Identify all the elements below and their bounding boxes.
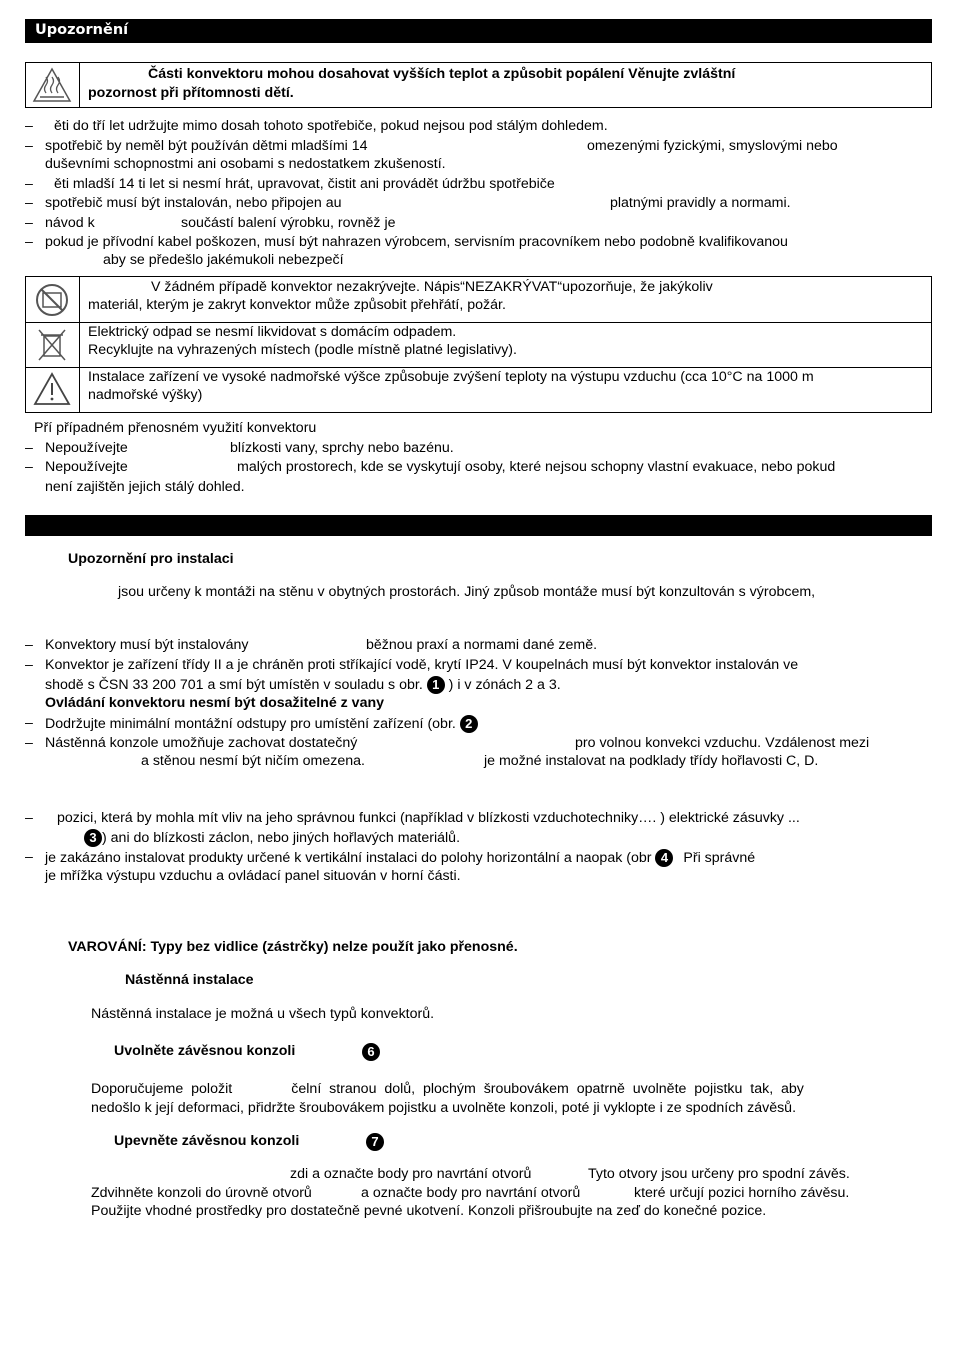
bullet-children-under-3: ěti do tří let udržujte mimo dosah tohoto spotřebiče, pokud nejsou pod stálým dohledem. [54, 118, 608, 134]
portable-bullet-1b: blízkosti vany, sprchy nebo bazénu. [230, 440, 454, 456]
wall-install-text: Nástěnná instalace je možná u všech typů konvektorů. [91, 1006, 435, 1022]
figure-4-marker: 4 [655, 849, 673, 867]
altitude-icon-cell [26, 367, 80, 412]
install-bullet-3 [45, 715, 478, 733]
bullet-dash: – [25, 637, 33, 653]
install-bullet-4d: je možné instalovat na podklady třídy hořlavosti C, D. [484, 753, 819, 769]
release-bracket-heading: Uvolněte závěsnou konzoli [114, 1043, 296, 1059]
bullet-manual: návod k [45, 215, 95, 231]
altitude-text-2: nadmořské výšky) [88, 387, 203, 403]
bullet-dash: – [25, 810, 33, 826]
bullet-dash: – [25, 138, 33, 154]
bullet-children-under-14: spotřebič by neměl být používán dětmi mladšími 14 [45, 138, 368, 154]
fix-text-1a: zdi a označte body pro navrtání otvorů [290, 1166, 532, 1182]
install-intro: jsou určeny k montáži na stěnu v obytných prostorách. Jiný způsob montáže musí být konzultován s výrobcem, [118, 584, 816, 600]
figure-7-marker: 7 [366, 1133, 384, 1151]
install-bullet-2b-text: shodě s ČSN 33 200 701 a smí být umístěn v souladu s obr. [45, 676, 423, 693]
install-bullet-6b: Při správné [683, 849, 756, 866]
install-bullet-4c: a stěnou nesmí být ničím omezena. [141, 753, 365, 769]
portable-bullet-1: Nepoužívejte [45, 440, 128, 456]
hot-surface-warning-box [25, 62, 932, 108]
do-not-cover-icon [26, 277, 79, 322]
install-bullet-6c: je mřížka výstupu vzduchu a ovládací panel situován v horní části. [45, 868, 461, 884]
bullet-dash: – [25, 849, 33, 865]
install-heading: Upozornění pro instalaci [68, 551, 234, 567]
no-cover-text-2: materiál, kterým je zakryt konvektor může způsobit přehřátí, požár. [88, 297, 506, 313]
install-bullet-6 [45, 849, 755, 867]
fix-figure-line [366, 1133, 384, 1151]
install-bullet-4b: pro volnou konvekci vzduchu. Vzdálenost mezi [575, 735, 870, 751]
figure-1-marker: 1 [427, 676, 445, 694]
fix-text-2c: které určují pozici horního závěsu. [634, 1185, 850, 1201]
install-bullet-5b-line [84, 829, 460, 847]
bullet-dash: – [25, 735, 33, 751]
release-figure-line [362, 1043, 380, 1061]
bullet-dash: – [25, 234, 33, 250]
hot-surface-icon [26, 63, 78, 107]
install-bullet-4: Nástěnná konzole umožňuje zachovat dostatečný [45, 735, 358, 751]
install-bullet-1: Konvektory musí být instalovány [45, 637, 249, 653]
bullet-dash: – [25, 195, 33, 211]
figure-6-marker: 6 [362, 1043, 380, 1061]
section-header-warning [25, 19, 932, 43]
portable-bullet-2c: není zajištěn jejich stálý dohled. [45, 479, 245, 495]
install-bullet-1b: běžnou praxí a normami dané země. [366, 637, 598, 653]
bullet-dash: – [25, 657, 33, 673]
bullet-cable: pokud je přívodní kabel poškozen, musí být nahrazen výrobcem, servisním pracovníkem nebo podobně kvalifikovanou [45, 234, 788, 250]
bullet-dash: – [25, 118, 33, 134]
fix-text-3: Použijte vhodné prostředky pro dostatečně pevné ukotvení. Konzoli přišroubujte na zeď do konečné pozice. [91, 1203, 767, 1219]
bullet-no-play: ěti mladší 14 ti let si nesmí hrát, upravovat, čistit ani provádět údržbu spotřebiče [54, 176, 555, 192]
table-row [26, 367, 931, 412]
bullet-install-rules: platnými pravidly a normami. [610, 195, 791, 211]
altitude-text: Instalace zařízení ve vysoké nadmořské výšce způsobuje zvýšení teploty na výstupu vzduchu (cca 10°C na 1000 m [88, 369, 814, 385]
install-bullet-2: Konvektor je zařízení třídy II a je chráněn proti stříkající vodě, krytí IP24. V koupelnách musí být konvektor instalován ve [45, 657, 799, 673]
hot-surface-icon-cell [26, 63, 80, 107]
install-bullet-3-text: Dodržujte minimální montážní odstupy pro umístění zařízení (obr. [45, 715, 456, 732]
bullet-dash: – [25, 715, 33, 731]
bullet-mental-abilities: duševními schopnostmi ani osobami s nedostatkem zkušeností. [45, 156, 446, 172]
no-cover-icon-cell [26, 277, 80, 322]
crossed-bin-icon [26, 322, 79, 367]
symbols-table [25, 276, 932, 413]
bullet-dash: – [25, 176, 33, 192]
install-bullet-2-bold: Ovládání konvektoru nesmí být dosažitelné z vany [45, 695, 385, 711]
fix-text-1b: Tyto otvory jsou určeny pro spodní závěs. [588, 1166, 850, 1182]
install-bullet-5b: ) ani do blízkosti záclon, nebo jiných hořlavých materiálů. [102, 829, 461, 846]
bullet-dash: – [25, 459, 33, 475]
hot-surface-text-2: pozornost při přítomnosti dětí. [88, 85, 294, 101]
release-text-1: Doporučujeme položit čelní stranou dolů, plochým šroubovákem opatrně uvolněte pojistku tak, aby [91, 1081, 804, 1097]
fix-text-2a: Zdvihněte konzoli do úrovně otvorů [91, 1185, 312, 1201]
install-bullet-2b [45, 676, 561, 694]
figure-2-marker: 2 [460, 715, 478, 733]
weee-text: Elektrický odpad se nesmí likvidovat s domácím odpadem. [88, 324, 457, 340]
weee-icon-cell [26, 322, 80, 367]
portable-bullet-2: Nepoužívejte [45, 459, 128, 475]
table-row [26, 277, 931, 323]
install-bullet-6-text: je zakázáno instalovat produkty určené k vertikální instalaci do polohy horizontální a naopak (obr [45, 849, 652, 866]
bullet-dash: – [25, 215, 33, 231]
bullet-cable-2: aby se předešlo jakémukoli nebezpečí [103, 252, 344, 268]
weee-text-2: Recyklujte na vyhrazených místech (podle místně platné legislativy). [88, 342, 517, 358]
portable-bullet-2b: malých prostorech, kde se vyskytují osoby, které nejsou schopny vlastní evakuace, nebo pokud [237, 459, 836, 475]
portable-warning: VAROVÁNÍ: Typy bez vidlice (zástrčky) nelze použít jako přenosné. [68, 939, 518, 955]
bullet-limited-abilities: omezenými fyzickými, smyslovými nebo [587, 138, 838, 154]
warning-triangle-icon [26, 367, 79, 412]
section-title: Upozornění [35, 22, 129, 38]
wall-install-heading: Nástěnná instalace [125, 972, 254, 988]
bullet-manual-2: součástí balení výrobku, rovněž je [181, 215, 396, 231]
figure-3-marker: 3 [84, 829, 102, 847]
bullet-install: spotřebič musí být instalován, nebo připojen au [45, 195, 342, 211]
bullet-dash: – [25, 440, 33, 456]
fix-text-2b: a označte body pro navrtání otvorů [361, 1185, 581, 1201]
section-header-installation [25, 515, 932, 536]
no-cover-text: V žádném případě konvektor nezakrývejte. Nápis“NEZAKRÝVAT“upozorňuje, že jakýkoliv [151, 279, 713, 295]
install-bullet-2c-text: ) i v zónách 2 a 3. [448, 676, 561, 693]
hot-surface-text: Části konvektoru mohou dosahovat vyšších teplot a způsobit popálení Věnujte zvláštní [148, 66, 736, 82]
release-text-2: nedošlo k její deformaci, přidržte šroubovákem pojistku a uvolněte konzoli, poté ji vyklopte i ze spodních závěsů. [91, 1100, 797, 1116]
fix-bracket-heading: Upevněte závěsnou konzoli [114, 1133, 300, 1149]
portable-intro: Pří případném přenosném využití konvektoru [34, 420, 317, 436]
table-row [26, 322, 931, 368]
install-bullet-5: pozici, která by mohla mít vliv na jeho správnou funkci (například v blízkosti vzduchotechniky…. ) elektrické zásuvky ... [57, 810, 800, 826]
